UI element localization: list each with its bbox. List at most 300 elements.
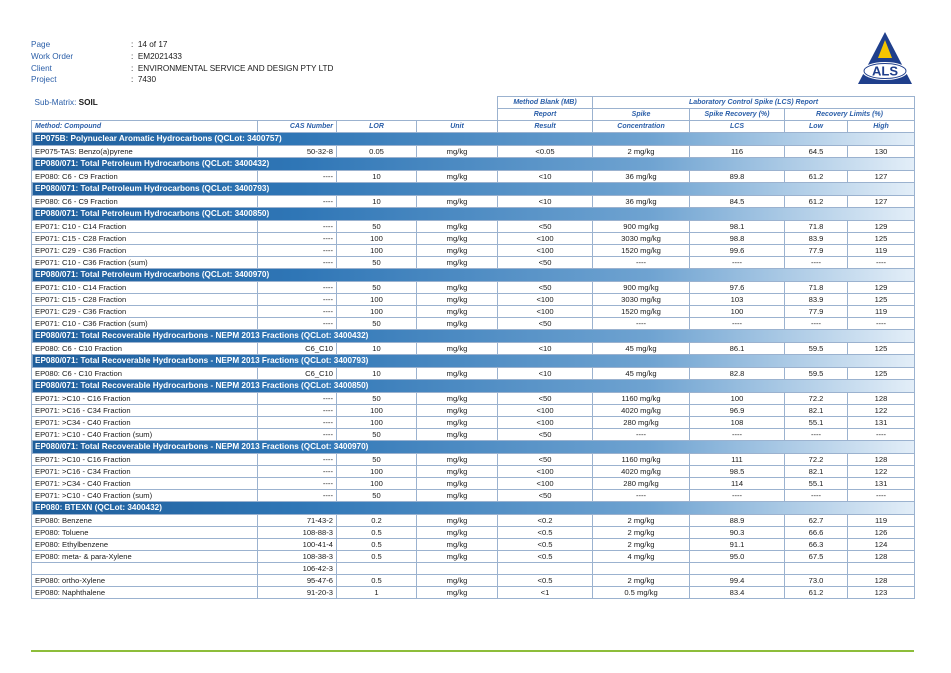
cas-cell: 108-38-3 xyxy=(258,551,337,563)
unit-cell: mg/kg xyxy=(417,393,498,405)
cas-cell: 71-43-2 xyxy=(258,515,337,527)
result-cell: <10 xyxy=(498,171,593,183)
low-cell: 72.2 xyxy=(785,454,848,466)
cas-cell: 95-47-6 xyxy=(258,575,337,587)
high-cell: 122 xyxy=(848,405,915,417)
lor-cell xyxy=(337,563,417,575)
compound-cell: EP080: Toluene xyxy=(32,527,258,539)
group-title: EP080/071: Total Recoverable Hydrocarbons - NEPM 2013 Fractions (QCLot: 3400793) xyxy=(32,355,915,368)
lcs-cell: ---- xyxy=(690,318,785,330)
compound-cell: EP080: C6 - C10 Fraction xyxy=(32,343,258,355)
cas-cell: 50-32-8 xyxy=(258,146,337,158)
lor-cell: 50 xyxy=(337,490,417,502)
report-header-cell: Report xyxy=(498,109,593,121)
table-row xyxy=(32,393,915,405)
concentration-cell: 4 mg/kg xyxy=(593,551,690,563)
compound-cell: EP071: >C16 - C34 Fraction xyxy=(32,466,258,478)
lor-cell: 50 xyxy=(337,257,417,269)
table-row xyxy=(32,454,915,466)
cas-cell: ---- xyxy=(258,257,337,269)
unit-cell: mg/kg xyxy=(417,429,498,441)
lcs-cell: 88.9 xyxy=(690,515,785,527)
lor-cell: 50 xyxy=(337,221,417,233)
work-order-value: : EM2021433 xyxy=(131,51,182,61)
cas-cell: ---- xyxy=(258,282,337,294)
high-header: High xyxy=(848,121,915,133)
low-cell: 82.1 xyxy=(785,405,848,417)
result-cell: <10 xyxy=(498,196,593,208)
lcs-cell: 116 xyxy=(690,146,785,158)
table-row xyxy=(32,466,915,478)
unit-cell: mg/kg xyxy=(417,146,498,158)
result-cell: <10 xyxy=(498,343,593,355)
table-row xyxy=(32,343,915,355)
result-cell: <50 xyxy=(498,257,593,269)
compound-cell: EP080: Ethylbenzene xyxy=(32,539,258,551)
concentration-cell: 45 mg/kg xyxy=(593,343,690,355)
concentration-cell xyxy=(593,563,690,575)
concentration-cell: ---- xyxy=(593,429,690,441)
unit-cell: mg/kg xyxy=(417,368,498,380)
table-row xyxy=(32,221,915,233)
cas-cell: C6_C10 xyxy=(258,343,337,355)
lcs-cell: 108 xyxy=(690,417,785,429)
table-row xyxy=(32,306,915,318)
compound-cell: EP075-TAS: Benzo(a)pyrene xyxy=(32,146,258,158)
result-cell: <0.05 xyxy=(498,146,593,158)
lcs-cell: 91.1 xyxy=(690,539,785,551)
cas-cell: 108-88-3 xyxy=(258,527,337,539)
high-cell: 122 xyxy=(848,466,915,478)
compound-cell: EP071: C15 - C28 Fraction xyxy=(32,233,258,245)
lcs-cell: 97.6 xyxy=(690,282,785,294)
report-header xyxy=(31,39,333,86)
compound-cell: EP080: Benzene xyxy=(32,515,258,527)
lor-cell: 0.2 xyxy=(337,515,417,527)
cas-cell: ---- xyxy=(258,454,337,466)
high-cell: 127 xyxy=(848,196,915,208)
compound-cell: EP071: >C10 - C16 Fraction xyxy=(32,454,258,466)
method-compound-header: Method: Compound xyxy=(32,121,258,133)
low-cell: 77.9 xyxy=(785,306,848,318)
table-row xyxy=(32,429,915,441)
concentration-cell: 280 mg/kg xyxy=(593,478,690,490)
cas-cell: ---- xyxy=(258,417,337,429)
cas-cell: 100-41-4 xyxy=(258,539,337,551)
group-header-row xyxy=(32,269,915,282)
high-cell: 119 xyxy=(848,515,915,527)
lcs-cell: 90.3 xyxy=(690,527,785,539)
compound-cell: EP071: C10 - C14 Fraction xyxy=(32,282,258,294)
concentration-cell: 45 mg/kg xyxy=(593,368,690,380)
table-row xyxy=(32,245,915,257)
lcs-cell: 98.5 xyxy=(690,466,785,478)
unit-cell: mg/kg xyxy=(417,515,498,527)
compound-cell: EP071: >C10 - C40 Fraction (sum) xyxy=(32,429,258,441)
concentration-cell: 1160 mg/kg xyxy=(593,454,690,466)
high-cell: 125 xyxy=(848,294,915,306)
project-value: : 7430 xyxy=(131,75,157,85)
group-header-row xyxy=(32,183,915,196)
high-cell: 131 xyxy=(848,478,915,490)
footer-rule xyxy=(31,650,914,652)
compound-cell: EP071: >C16 - C34 Fraction xyxy=(32,405,258,417)
high-cell: 126 xyxy=(848,527,915,539)
group-title: EP080/071: Total Recoverable Hydrocarbons - NEPM 2013 Fractions (QCLot: 3400432) xyxy=(32,330,915,343)
unit-cell: mg/kg xyxy=(417,306,498,318)
group-title: EP080/071: Total Recoverable Hydrocarbons - NEPM 2013 Fractions (QCLot: 3400850) xyxy=(32,380,915,393)
lor-cell: 100 xyxy=(337,405,417,417)
compound-cell: EP071: >C10 - C16 Fraction xyxy=(32,393,258,405)
table-header: Sub-Matrix: SOIL Method Blank (MB) Laboratory Control Spike (LCS) Report Report Spike Spike Recovery (%) Recovery Limits (%) Method: Compound CAS Number LOR Unit Result Concentration LCS Low High xyxy=(32,97,915,133)
low-cell: 55.1 xyxy=(785,417,848,429)
cas-cell: 106-42-3 xyxy=(258,563,337,575)
table-row xyxy=(32,515,915,527)
concentration-cell: ---- xyxy=(593,318,690,330)
table-row xyxy=(32,318,915,330)
result-cell: <100 xyxy=(498,233,593,245)
group-title: EP080: BTEXN (QCLot: 3400432) xyxy=(32,502,915,515)
group-header-row xyxy=(32,208,915,221)
group-header-row xyxy=(32,380,915,393)
low-cell: 64.5 xyxy=(785,146,848,158)
lcs-cell: 83.4 xyxy=(690,587,785,599)
compound-cell: EP071: C10 - C14 Fraction xyxy=(32,221,258,233)
unit-cell: mg/kg xyxy=(417,196,498,208)
submatrix-label: Sub-Matrix xyxy=(34,98,75,107)
lor-cell: 100 xyxy=(337,417,417,429)
unit-cell: mg/kg xyxy=(417,539,498,551)
result-cell: <100 xyxy=(498,478,593,490)
lor-cell: 100 xyxy=(337,294,417,306)
low-cell: 73.0 xyxy=(785,575,848,587)
high-cell: 131 xyxy=(848,417,915,429)
unit-cell xyxy=(417,563,498,575)
lor-cell: 50 xyxy=(337,454,417,466)
lcs-report-header: Laboratory Control Spike (LCS) Report xyxy=(593,97,915,109)
low-cell: 67.5 xyxy=(785,551,848,563)
cas-cell: ---- xyxy=(258,196,337,208)
result-cell: <50 xyxy=(498,282,593,294)
client-value: : ENVIRONMENTAL SERVICE AND DESIGN PTY LTD xyxy=(131,63,334,73)
concentration-cell: 0.5 mg/kg xyxy=(593,587,690,599)
low-cell: 77.9 xyxy=(785,245,848,257)
result-cell: <50 xyxy=(498,393,593,405)
lor-cell: 0.5 xyxy=(337,527,417,539)
low-cell: 71.8 xyxy=(785,282,848,294)
method-blank-header: Method Blank (MB) xyxy=(498,97,593,109)
lor-cell: 0.05 xyxy=(337,146,417,158)
table-row xyxy=(32,551,915,563)
cas-cell: ---- xyxy=(258,393,337,405)
spike-recovery-header: Spike Recovery (%) xyxy=(690,109,785,121)
high-cell: 128 xyxy=(848,454,915,466)
group-title: EP080/071: Total Petroleum Hydrocarbons (QCLot: 3400970) xyxy=(32,269,915,282)
low-cell: 83.9 xyxy=(785,233,848,245)
result-header: Result xyxy=(498,121,593,133)
cas-cell: ---- xyxy=(258,171,337,183)
compound-cell xyxy=(32,563,258,575)
result-cell xyxy=(498,563,593,575)
compound-cell: EP071: >C34 - C40 Fraction xyxy=(32,478,258,490)
group-header-row xyxy=(32,133,915,146)
table-row xyxy=(32,294,915,306)
unit-cell: mg/kg xyxy=(417,466,498,478)
table-row xyxy=(32,196,915,208)
high-cell: ---- xyxy=(848,490,915,502)
concentration-cell: 900 mg/kg xyxy=(593,221,690,233)
unit-cell: mg/kg xyxy=(417,171,498,183)
low-cell: 66.3 xyxy=(785,539,848,551)
concentration-cell: 3030 mg/kg xyxy=(593,294,690,306)
high-cell: 128 xyxy=(848,393,915,405)
table-row xyxy=(32,417,915,429)
unit-cell: mg/kg xyxy=(417,282,498,294)
table-row xyxy=(32,146,915,158)
concentration-cell: 4020 mg/kg xyxy=(593,405,690,417)
lor-cell: 100 xyxy=(337,466,417,478)
low-cell: 83.9 xyxy=(785,294,848,306)
unit-cell: mg/kg xyxy=(417,343,498,355)
cas-cell: ---- xyxy=(258,318,337,330)
cas-cell: ---- xyxy=(258,245,337,257)
table-row xyxy=(32,575,915,587)
concentration-cell: 36 mg/kg xyxy=(593,196,690,208)
concentration-cell: ---- xyxy=(593,490,690,502)
high-cell: 124 xyxy=(848,539,915,551)
page-value: : 14 of 17 xyxy=(131,40,168,49)
table-row xyxy=(32,171,915,183)
lor-cell: 100 xyxy=(337,245,417,257)
low-cell: 61.2 xyxy=(785,587,848,599)
concentration-cell: 36 mg/kg xyxy=(593,171,690,183)
unit-cell: mg/kg xyxy=(417,221,498,233)
lor-cell: 10 xyxy=(337,171,417,183)
als-logo xyxy=(856,30,914,86)
concentration-cell: 280 mg/kg xyxy=(593,417,690,429)
lor-cell: 10 xyxy=(337,196,417,208)
lcs-cell: 98.8 xyxy=(690,233,785,245)
lor-cell: 10 xyxy=(337,368,417,380)
group-header-row xyxy=(32,355,915,368)
lor-cell: 100 xyxy=(337,306,417,318)
high-cell: 129 xyxy=(848,282,915,294)
group-header-row xyxy=(32,330,915,343)
qc-table xyxy=(31,96,915,599)
result-cell: <0.5 xyxy=(498,551,593,563)
recovery-limits-header: Recovery Limits (%) xyxy=(785,109,915,121)
cas-cell: C6_C10 xyxy=(258,368,337,380)
cas-cell: ---- xyxy=(258,429,337,441)
table-row xyxy=(32,587,915,599)
result-cell: <50 xyxy=(498,454,593,466)
concentration-cell: ---- xyxy=(593,257,690,269)
concentration-cell: 1520 mg/kg xyxy=(593,306,690,318)
concentration-cell: 3030 mg/kg xyxy=(593,233,690,245)
lor-cell: 50 xyxy=(337,318,417,330)
lcs-cell: 84.5 xyxy=(690,196,785,208)
client-label: Client xyxy=(31,63,52,73)
lor-cell: 50 xyxy=(337,393,417,405)
lcs-cell: 99.4 xyxy=(690,575,785,587)
lcs-cell: 103 xyxy=(690,294,785,306)
compound-cell: EP080: meta- & para-Xylene xyxy=(32,551,258,563)
concentration-cell: 2 mg/kg xyxy=(593,515,690,527)
table-body xyxy=(32,133,915,599)
lor-cell: 100 xyxy=(337,233,417,245)
concentration-cell: 4020 mg/kg xyxy=(593,466,690,478)
lor-cell: 0.5 xyxy=(337,539,417,551)
unit-cell: mg/kg xyxy=(417,294,498,306)
unit-cell: mg/kg xyxy=(417,405,498,417)
cas-cell: ---- xyxy=(258,233,337,245)
unit-cell: mg/kg xyxy=(417,587,498,599)
lor-cell: 0.5 xyxy=(337,575,417,587)
low-header: Low xyxy=(785,121,848,133)
submatrix-value: SOIL xyxy=(78,98,98,107)
compound-cell: EP071: C29 - C36 Fraction xyxy=(32,306,258,318)
result-cell: <50 xyxy=(498,221,593,233)
compound-cell: EP071: C10 - C36 Fraction (sum) xyxy=(32,318,258,330)
high-cell: 125 xyxy=(848,368,915,380)
concentration-cell: 2 mg/kg xyxy=(593,146,690,158)
unit-cell: mg/kg xyxy=(417,318,498,330)
page-label: Page xyxy=(31,40,51,49)
high-cell: 130 xyxy=(848,146,915,158)
compound-cell: EP071: >C10 - C40 Fraction (sum) xyxy=(32,490,258,502)
work-order-label: Work Order xyxy=(31,51,74,61)
high-cell: 128 xyxy=(848,575,915,587)
cas-cell: ---- xyxy=(258,294,337,306)
table-row xyxy=(32,563,915,575)
lor-cell: 100 xyxy=(337,478,417,490)
lor-cell: 50 xyxy=(337,429,417,441)
compound-cell: EP080: C6 - C9 Fraction xyxy=(32,196,258,208)
table-row xyxy=(32,233,915,245)
cas-header: CAS Number xyxy=(258,121,337,133)
lcs-cell: 86.1 xyxy=(690,343,785,355)
high-cell xyxy=(848,563,915,575)
low-cell: 72.2 xyxy=(785,393,848,405)
low-cell: 59.5 xyxy=(785,343,848,355)
high-cell: ---- xyxy=(848,429,915,441)
low-cell: ---- xyxy=(785,490,848,502)
table-row xyxy=(32,282,915,294)
lor-cell: 0.5 xyxy=(337,551,417,563)
low-cell: 62.7 xyxy=(785,515,848,527)
group-header-row xyxy=(32,158,915,171)
lor-header: LOR xyxy=(337,121,417,133)
lcs-cell: ---- xyxy=(690,490,785,502)
low-cell: ---- xyxy=(785,257,848,269)
result-cell: <100 xyxy=(498,245,593,257)
high-cell: 127 xyxy=(848,171,915,183)
unit-cell: mg/kg xyxy=(417,454,498,466)
result-cell: <0.5 xyxy=(498,539,593,551)
result-cell: <100 xyxy=(498,417,593,429)
high-cell: 123 xyxy=(848,587,915,599)
cas-cell: ---- xyxy=(258,405,337,417)
compound-cell: EP080: ortho-Xylene xyxy=(32,575,258,587)
high-cell: 125 xyxy=(848,233,915,245)
lcs-header: LCS xyxy=(690,121,785,133)
high-cell: 125 xyxy=(848,343,915,355)
low-cell xyxy=(785,563,848,575)
lcs-cell xyxy=(690,563,785,575)
low-cell: 82.1 xyxy=(785,466,848,478)
low-cell: 59.5 xyxy=(785,368,848,380)
table-row xyxy=(32,490,915,502)
lcs-cell: ---- xyxy=(690,429,785,441)
high-cell: 119 xyxy=(848,245,915,257)
lcs-cell: 100 xyxy=(690,306,785,318)
lcs-cell: 111 xyxy=(690,454,785,466)
lcs-cell: 99.6 xyxy=(690,245,785,257)
result-cell: <100 xyxy=(498,306,593,318)
lcs-cell: 100 xyxy=(690,393,785,405)
spike-header: Spike xyxy=(593,109,690,121)
result-cell: <0.5 xyxy=(498,575,593,587)
low-cell: 71.8 xyxy=(785,221,848,233)
result-cell: <100 xyxy=(498,405,593,417)
compound-cell: EP080: C6 - C10 Fraction xyxy=(32,368,258,380)
concentration-cell: 1160 mg/kg xyxy=(593,393,690,405)
unit-cell: mg/kg xyxy=(417,575,498,587)
group-title: EP075B: Polynuclear Aromatic Hydrocarbons (QCLot: 3400757) xyxy=(32,133,915,146)
lcs-cell: ---- xyxy=(690,257,785,269)
unit-cell: mg/kg xyxy=(417,417,498,429)
compound-cell: EP080: Naphthalene xyxy=(32,587,258,599)
unit-cell: mg/kg xyxy=(417,551,498,563)
high-cell: ---- xyxy=(848,257,915,269)
group-header-row xyxy=(32,502,915,515)
project-label: Project xyxy=(31,75,57,85)
low-cell: 61.2 xyxy=(785,171,848,183)
table-row xyxy=(32,368,915,380)
concentration-cell: 2 mg/kg xyxy=(593,527,690,539)
result-cell: <10 xyxy=(498,368,593,380)
high-cell: 119 xyxy=(848,306,915,318)
high-cell: 128 xyxy=(848,551,915,563)
unit-cell: mg/kg xyxy=(417,490,498,502)
compound-cell: EP071: C10 - C36 Fraction (sum) xyxy=(32,257,258,269)
cas-cell: 91-20-3 xyxy=(258,587,337,599)
unit-header: Unit xyxy=(417,121,498,133)
group-title: EP080/071: Total Petroleum Hydrocarbons (QCLot: 3400793) xyxy=(32,183,915,196)
concentration-cell: 1520 mg/kg xyxy=(593,245,690,257)
lor-cell: 10 xyxy=(337,343,417,355)
concentration-cell: 2 mg/kg xyxy=(593,575,690,587)
lcs-cell: 89.8 xyxy=(690,171,785,183)
result-cell: <1 xyxy=(498,587,593,599)
low-cell: 55.1 xyxy=(785,478,848,490)
cas-cell: ---- xyxy=(258,478,337,490)
concentration-cell: 900 mg/kg xyxy=(593,282,690,294)
table-row xyxy=(32,257,915,269)
cas-cell: ---- xyxy=(258,490,337,502)
svg-text:ALS: ALS xyxy=(872,63,898,79)
unit-cell: mg/kg xyxy=(417,233,498,245)
group-header-row xyxy=(32,441,915,454)
high-cell: ---- xyxy=(848,318,915,330)
group-title: EP080/071: Total Petroleum Hydrocarbons (QCLot: 3400850) xyxy=(32,208,915,221)
lor-cell: 50 xyxy=(337,282,417,294)
result-cell: <50 xyxy=(498,318,593,330)
lor-cell: 1 xyxy=(337,587,417,599)
result-cell: <50 xyxy=(498,490,593,502)
low-cell: 66.6 xyxy=(785,527,848,539)
result-cell: <0.2 xyxy=(498,515,593,527)
